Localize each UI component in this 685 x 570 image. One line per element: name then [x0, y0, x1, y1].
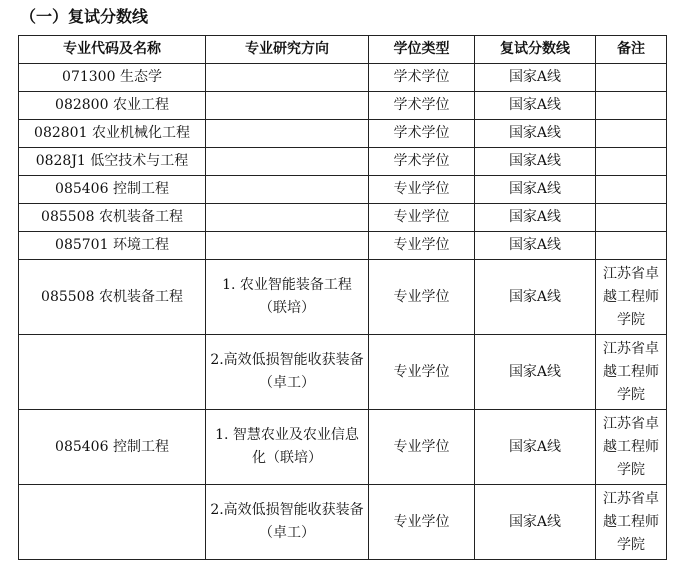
cell-degree-type: 学术学位: [369, 64, 475, 92]
cell-note: [596, 176, 667, 204]
cell-score-line: 国家A线: [475, 335, 596, 410]
table-row: [19, 148, 667, 176]
cell-direction: [206, 64, 369, 92]
table-row: [19, 260, 667, 335]
cell-direction: [206, 204, 369, 232]
cell-code-name: 071300 生态学: [19, 64, 206, 92]
table-row: [19, 204, 667, 232]
cell-score-line: 国家A线: [475, 260, 596, 335]
cell-degree-type: 学术学位: [369, 92, 475, 120]
cell-code-name: 085406 控制工程: [19, 410, 206, 485]
cell-note: [596, 232, 667, 260]
cell-direction: 2.高效低损智能收获装备（卓工）: [206, 485, 369, 560]
cell-code-name: 085508 农机装备工程: [19, 260, 206, 335]
cell-score-line: 国家A线: [475, 204, 596, 232]
table-row: [19, 120, 667, 148]
table-row: [19, 176, 667, 204]
cell-score-line: 国家A线: [475, 232, 596, 260]
score-line-table: [18, 35, 667, 560]
header-direction: 专业研究方向: [206, 36, 369, 64]
cell-direction: [206, 148, 369, 176]
cell-code-name: 085701 环境工程: [19, 232, 206, 260]
cell-direction: [206, 176, 369, 204]
header-score-line: 复试分数线: [475, 36, 596, 64]
cell-code-name: [19, 335, 206, 410]
cell-score-line: 国家A线: [475, 410, 596, 485]
cell-code-name: 0828J1 低空技术与工程: [19, 148, 206, 176]
header-note: 备注: [596, 36, 667, 64]
cell-degree-type: 专业学位: [369, 204, 475, 232]
table-row: [19, 335, 667, 410]
cell-note: 江苏省卓越工程师学院: [596, 485, 667, 560]
cell-degree-type: 学术学位: [369, 148, 475, 176]
table-row: [19, 232, 667, 260]
cell-score-line: 国家A线: [475, 485, 596, 560]
cell-direction: 2.高效低损智能收获装备（卓工）: [206, 335, 369, 410]
cell-note: 江苏省卓越工程师学院: [596, 335, 667, 410]
cell-code-name: 085406 控制工程: [19, 176, 206, 204]
cell-note: [596, 64, 667, 92]
cell-code-name: [19, 485, 206, 560]
cell-score-line: 国家A线: [475, 176, 596, 204]
cell-note: [596, 204, 667, 232]
table-row: [19, 64, 667, 92]
table-row: [19, 410, 667, 485]
table-row: [19, 92, 667, 120]
cell-note: 江苏省卓越工程师学院: [596, 260, 667, 335]
cell-degree-type: 学术学位: [369, 120, 475, 148]
cell-degree-type: 专业学位: [369, 232, 475, 260]
cell-score-line: 国家A线: [475, 64, 596, 92]
cell-note: [596, 148, 667, 176]
cell-degree-type: 专业学位: [369, 410, 475, 485]
cell-degree-type: 专业学位: [369, 485, 475, 560]
cell-code-name: 085508 农机装备工程: [19, 204, 206, 232]
cell-degree-type: 专业学位: [369, 176, 475, 204]
table-header-row: [19, 36, 667, 64]
cell-note: [596, 120, 667, 148]
cell-degree-type: 专业学位: [369, 335, 475, 410]
cell-degree-type: 专业学位: [369, 260, 475, 335]
cell-direction: 1. 农业智能装备工程（联培）: [206, 260, 369, 335]
header-degree-type: 学位类型: [369, 36, 475, 64]
section-title: （一）复试分数线: [20, 7, 149, 26]
cell-code-name: 082800 农业工程: [19, 92, 206, 120]
table-row: [19, 485, 667, 560]
cell-direction: [206, 120, 369, 148]
cell-note: 江苏省卓越工程师学院: [596, 410, 667, 485]
cell-note: [596, 92, 667, 120]
cell-code-name: 082801 农业机械化工程: [19, 120, 206, 148]
cell-direction: 1. 智慧农业及农业信息化（联培）: [206, 410, 369, 485]
cell-direction: [206, 92, 369, 120]
cell-score-line: 国家A线: [475, 92, 596, 120]
cell-score-line: 国家A线: [475, 120, 596, 148]
cell-direction: [206, 232, 369, 260]
header-code-name: 专业代码及名称: [19, 36, 206, 64]
cell-score-line: 国家A线: [475, 148, 596, 176]
